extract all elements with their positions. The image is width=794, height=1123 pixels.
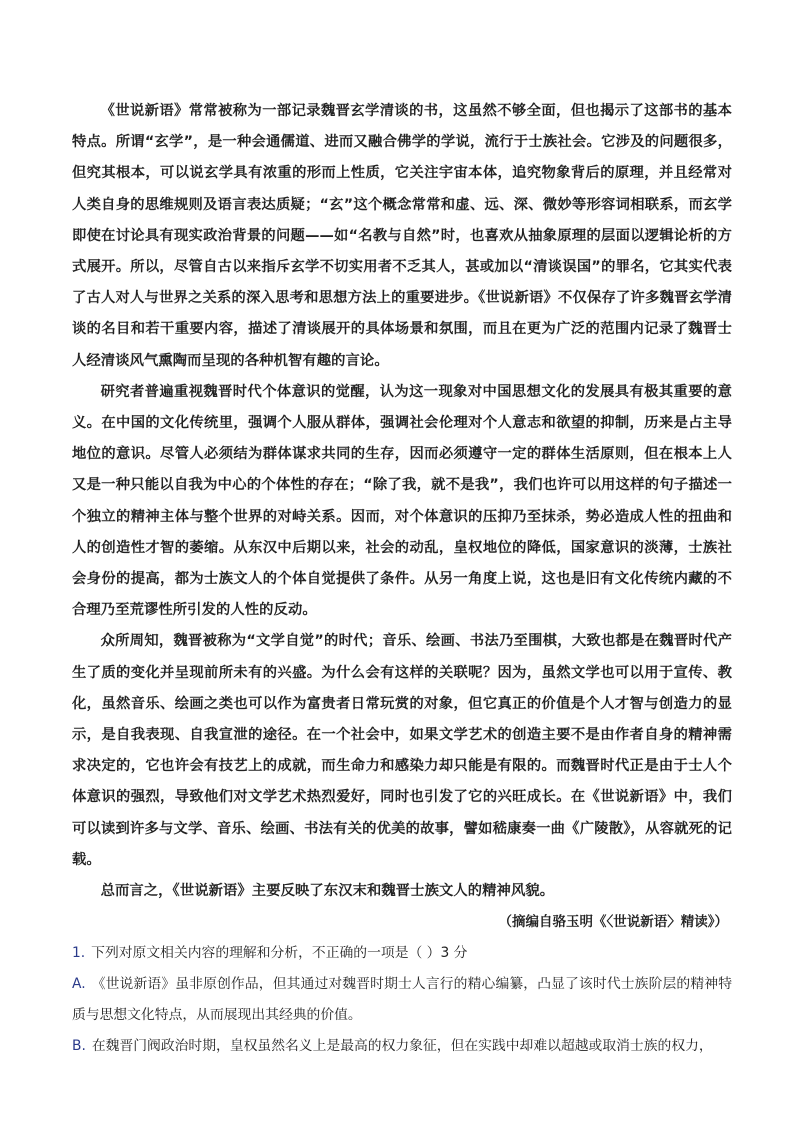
paragraph-4: 总而言之，《世说新语》主要反映了东汉末和魏晋士族文人的精神风貌。 [100,883,555,900]
article-body [72,96,732,1062]
option-letter: B. [72,1038,86,1055]
option-text: 在魏晋门阀政治时期，皇权虽然名义上是最高的权力象征，但在实践中却难以超越或取消士族的权力， [91,1038,713,1055]
paragraph-1: 《世说新语》常常被称为一部记录魏晋玄学清谈的书，这虽然不够全面，但也揭示了这部书的基本特点。所谓“玄学”，是一种会通儒道、进而又融合佛学的学说，流行于士族社会。它涉及的问题很多，但究其根本，可以说玄学具有浓重的形而上性质，它关注宇宙本体，追究物象背后的原理，并且经常对人类自身的思维规则及语言表达质疑；“玄”这个概念常常和虚、远、深、微妙等形容词相联系，而玄学即使在讨论具有现实政治背景的问题——如“名教与自然”时，也喜欢从抽象原理的层面以逻辑论析的方式展开。所以，尽管自古以来指斥玄学不切实用者不乏其人，甚或加以“清谈误国”的罪名，它其实代表了古人对人与世界之关系的深入思考和思想方法上的重要进步。《世说新语》不仅保存了许多魏晋玄学清谈的名目和若干重要内容，描述了清谈展开的具体场景和氛围，而且在更为广泛的范围内记录了魏晋士人经清谈风气熏陶而呈现的各种机智有趣的言论。 [72,103,732,369]
question-text: 下列对原文相关内容的理解和分析，不正确的一项是（ ）3 分 [91,945,468,962]
question-number: 1. [72,945,86,962]
option-a [72,969,732,1031]
paragraph-3: 众所周知，魏晋被称为“文学自觉”的时代；音乐、绘画、书法乃至围棋，大致也都是在魏晋时代产生了质的变化并呈现前所未有的兴盛。为什么会有这样的关联呢？因为，虽然文学也可以用于宣传、教化，虽然音乐、绘画之类也可以作为富贵者日常玩赏的对象，但它真正的价值是个人才智与创造力的显示，是自我表现、自我宣泄的途径。在一个社会中，如果文学艺术的创造主要不是由作者自身的精神需求决定的，它也许会有技艺上的成就，而生命力和感染力却只能是有限的。而魏晋时代正是由于士人个体意识的强烈，导致他们对文学艺术热烈爱好，同时也引发了它的兴旺成长。在《世说新语》中，我们可以读到许多与文学、音乐、绘画、书法有关的优美的故事，譬如嵇康奏一曲《广陵散》，从容就死的记载。 [72,633,732,868]
option-b [72,1031,732,1062]
option-letter: A. [72,976,86,993]
source-citation: （摘编自骆玉明《〈世说新语〉精读》） [498,914,728,931]
question-1 [72,938,732,969]
paragraph-2: 研究者普遍重视魏晋时代个体意识的觉醒，认为这一现象对中国思想文化的发展具有极其重要的意义。在中国的文化传统里，强调个人服从群体，强调社会伦理对个人意志和欲望的抑制，历来是占主导地位的意识。尽管人必须结为群体谋求共同的生存，因而必须遵守一定的群体生活原则，但在根本上人又是一种只能以自我为中心的个体性的存在；“除了我，就不是我”，我们也许可以用这样的句子描述一个独立的精神主体与整个世界的对峙关系。因而，对个体意识的压抑乃至抹杀，势必造成人性的扭曲和人的创造性才智的萎缩。从东汉中后期以来，社会的动乱，皇权地位的降低，国家意识的淡薄，士族社会身份的提高，都为士族文人的个体自觉提供了条件。从另一角度上说，这也是旧有文化传统内藏的不合理乃至荒谬性所引发的人性的反动。 [72,383,732,619]
option-text: 《世说新语》虽非原创作品，但其通过对魏晋时期士人言行的精心编纂，凸显了该时代士族阶层的精神特质与思想文化特点，从而展现出其经典的价值。 [72,976,732,1024]
